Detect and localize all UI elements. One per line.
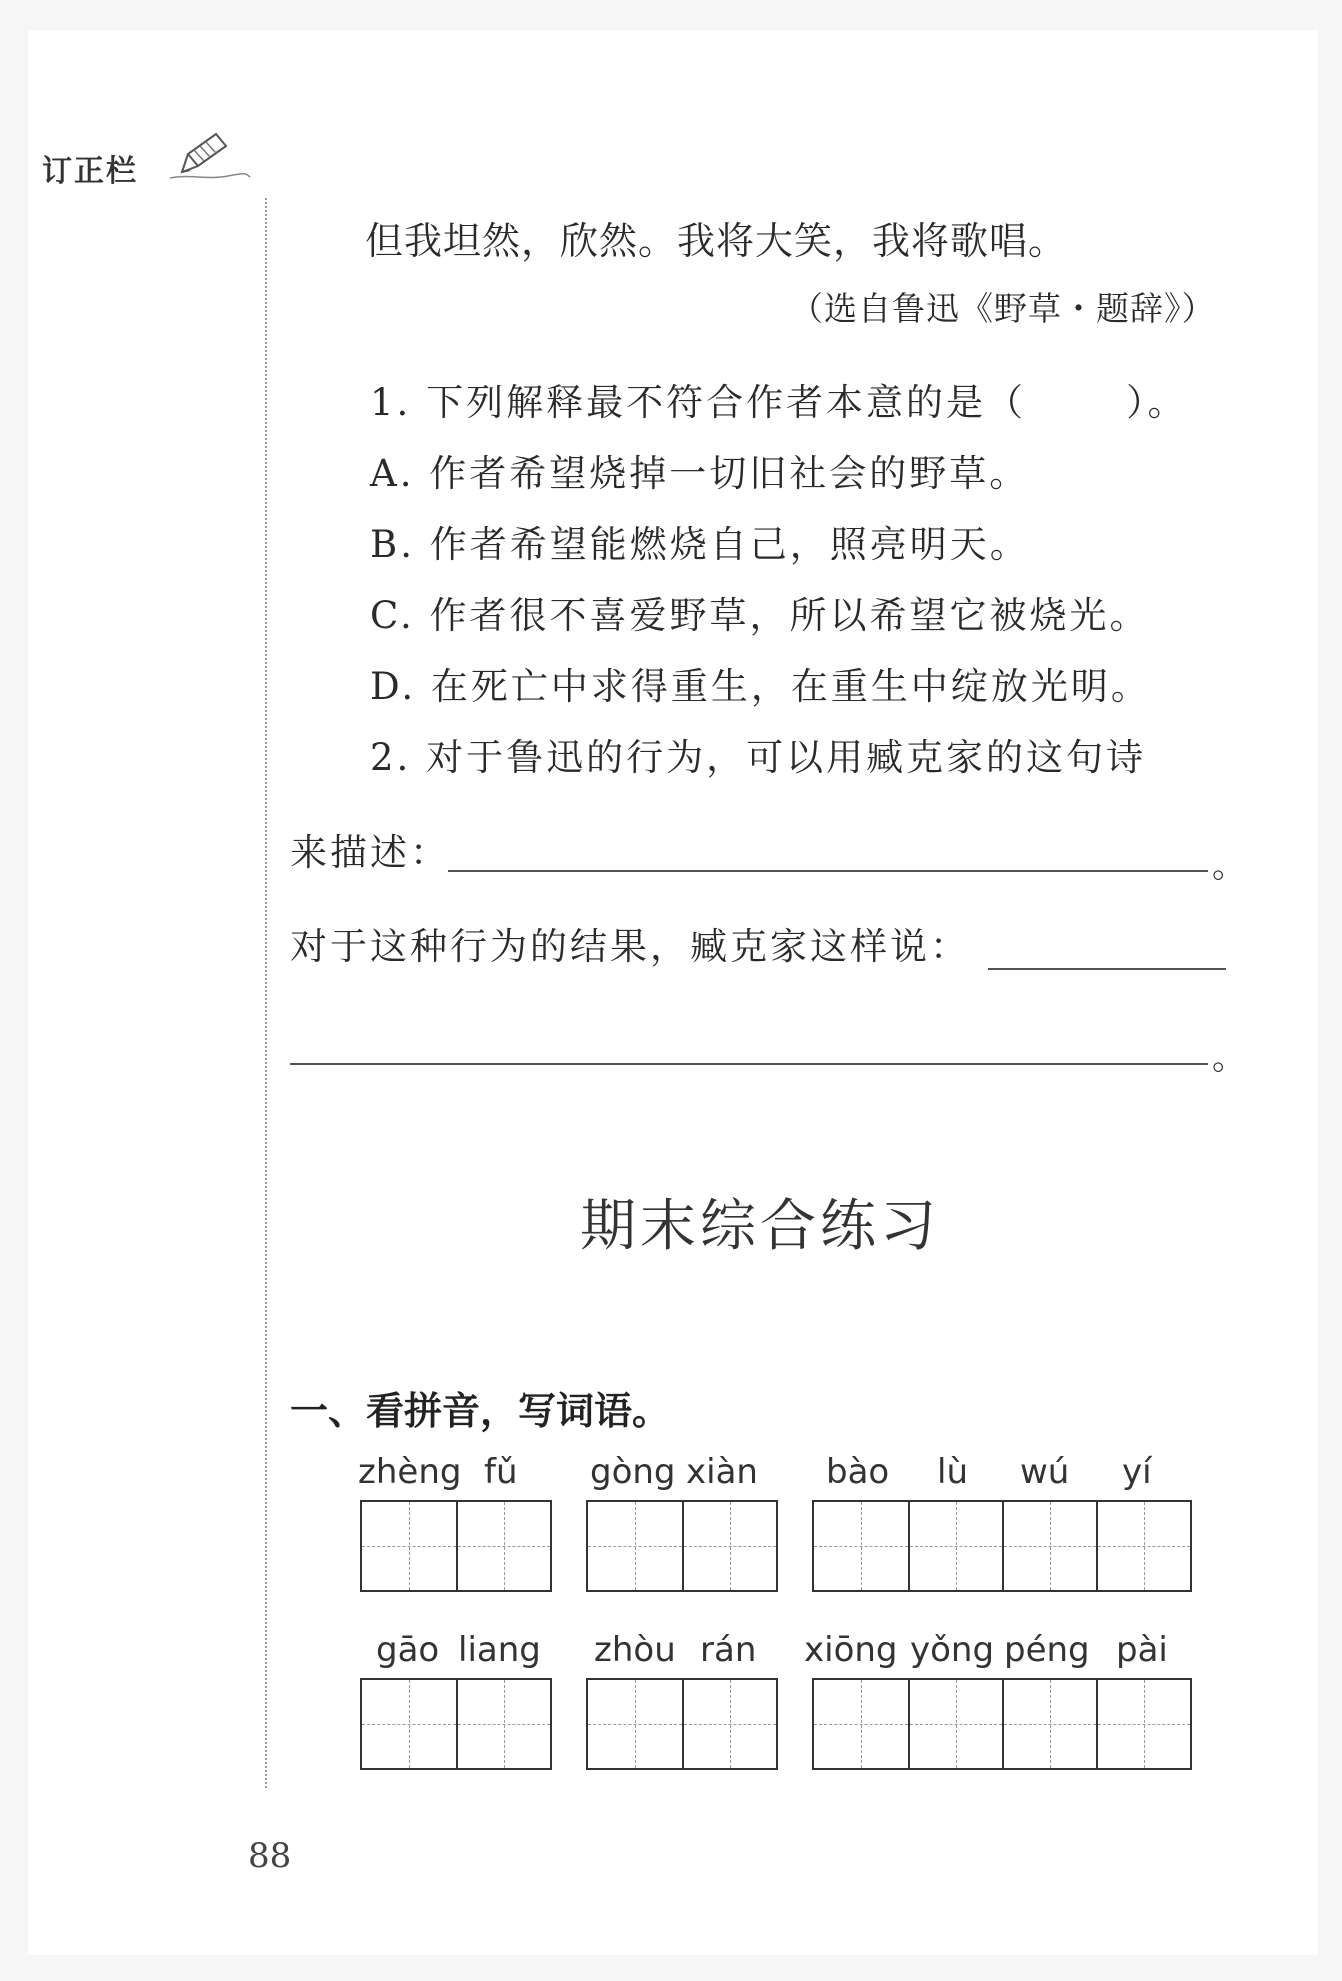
writing-cell[interactable]: [588, 1680, 682, 1768]
pinyin-syllable: lù: [937, 1452, 968, 1492]
writing-grid-4[interactable]: [360, 1678, 552, 1770]
writing-grid-5[interactable]: [586, 1678, 778, 1770]
pinyin-syllable: gòng: [590, 1452, 676, 1492]
writing-cell[interactable]: [908, 1502, 1002, 1590]
page-number: 88: [248, 1836, 292, 1876]
question-2-answer-line-1[interactable]: [448, 870, 1208, 872]
question-1-stem: 1. 下列解释最不符合作者本意的是（: [370, 381, 1027, 424]
part-1-heading: 一、看拼音，写词语。: [290, 1389, 671, 1433]
question-2-fill-1-end: 。: [1212, 846, 1246, 886]
writing-cell[interactable]: [456, 1502, 550, 1590]
pinyin-syllable: wú: [1020, 1452, 1070, 1492]
writing-cell[interactable]: [814, 1502, 908, 1590]
pinyin-syllable: gāo: [376, 1630, 440, 1670]
writing-cell[interactable]: [362, 1502, 456, 1590]
pinyin-syllable: péng: [1004, 1630, 1090, 1670]
pinyin-syllable: zhèng: [358, 1452, 462, 1492]
writing-cell[interactable]: [1002, 1502, 1096, 1590]
question-2-stem: 2. 对于鲁迅的行为，可以用臧克家的这句诗: [370, 736, 1147, 779]
question-2-fill-2-prefix: 对于这种行为的结果，臧克家这样说：: [290, 925, 970, 968]
pinyin-syllable: xiōng: [804, 1630, 898, 1670]
pinyin-syllable: bào: [826, 1452, 890, 1492]
pinyin-syllable: rán: [700, 1630, 757, 1670]
question-2-fill-1-prefix: 来描述：: [290, 831, 450, 874]
writing-cell[interactable]: [908, 1680, 1002, 1768]
writing-cell[interactable]: [588, 1502, 682, 1590]
passage-source: （选自鲁迅《野草・题辞》）: [790, 289, 1216, 328]
section-title: 期末综合练习: [580, 1194, 940, 1259]
question-2-fill-3-end: 。: [1212, 1038, 1246, 1078]
writing-cell[interactable]: [456, 1680, 550, 1768]
pencil-icon: [168, 128, 252, 182]
passage-last-line: 但我坦然，欣然。我将大笑，我将歌唱。: [365, 219, 1068, 263]
pinyin-syllable: yí: [1122, 1452, 1152, 1492]
pinyin-syllable: xiàn: [686, 1452, 758, 1492]
question-2-answer-line-3[interactable]: [290, 1063, 1208, 1065]
question-1-stem-end: ）。: [1126, 381, 1188, 424]
option-b: B. 作者希望能燃烧自己，照亮明天。: [370, 523, 1030, 566]
writing-cell[interactable]: [362, 1680, 456, 1768]
writing-cell[interactable]: [682, 1680, 776, 1768]
writing-cell[interactable]: [1096, 1502, 1190, 1590]
option-c: C. 作者很不喜爱野草，所以希望它被烧光。: [370, 594, 1150, 637]
writing-grid-3[interactable]: [812, 1500, 1192, 1592]
writing-grid-1[interactable]: [360, 1500, 552, 1592]
question-1: [370, 372, 1188, 426]
pinyin-syllable: liang: [458, 1630, 541, 1670]
correction-column-label: 订正栏: [42, 154, 138, 189]
pinyin-syllable: zhòu: [594, 1630, 676, 1670]
correction-margin-divider: [265, 198, 267, 1788]
question-2-answer-line-2[interactable]: [988, 968, 1226, 970]
option-d: D. 在死亡中求得重生，在重生中绽放光明。: [370, 665, 1151, 708]
writing-cell[interactable]: [682, 1502, 776, 1590]
pinyin-syllable: yǒng: [910, 1630, 995, 1670]
writing-cell[interactable]: [1002, 1680, 1096, 1768]
pinyin-syllable: pài: [1116, 1630, 1168, 1670]
writing-grid-2[interactable]: [586, 1500, 778, 1592]
writing-grid-6[interactable]: [812, 1678, 1192, 1770]
option-a: A. 作者希望烧掉一切旧社会的野草。: [370, 452, 1030, 495]
writing-cell[interactable]: [1096, 1680, 1190, 1768]
writing-cell[interactable]: [814, 1680, 908, 1768]
pinyin-syllable: fǔ: [484, 1452, 518, 1492]
